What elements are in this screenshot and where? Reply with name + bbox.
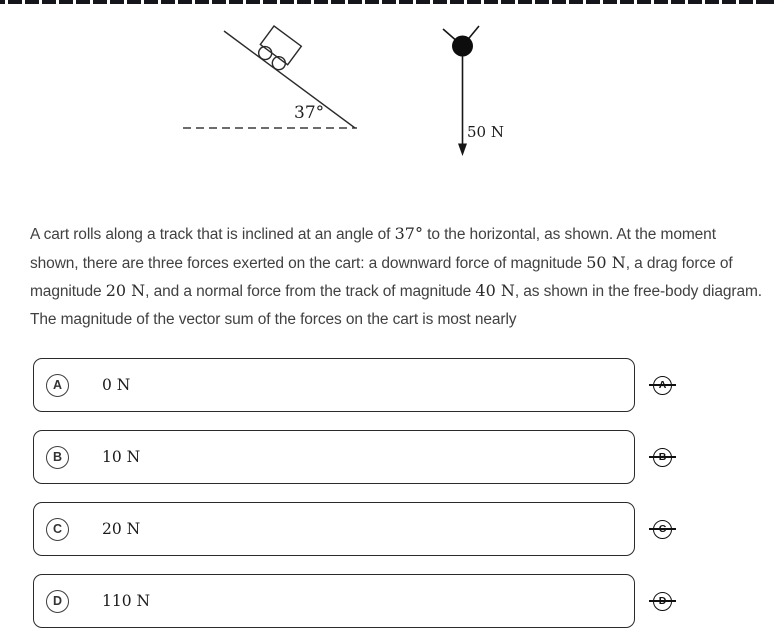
strikethrough-line: [649, 456, 676, 458]
question-text: [30, 220, 762, 334]
angle-value: 37°: [394, 224, 423, 243]
option-b-value: 10 N: [102, 448, 141, 466]
option-a-value: 0 N: [102, 376, 131, 394]
eliminate-option-a-button[interactable]: [649, 375, 676, 395]
option-a-letter-badge: A: [46, 374, 69, 397]
strikethrough-line: [649, 528, 676, 530]
option-c-letter-badge: C: [46, 518, 69, 541]
option-b[interactable]: [33, 430, 635, 484]
downward-force-value: 50 N: [586, 252, 626, 272]
angle-label: 37°: [294, 103, 325, 123]
question-line-1: A cart rolls along a track that is inclined at an angle of 37° to the horizontal, as shown. At the moment: [30, 224, 716, 243]
option-d-value: 110 N: [102, 592, 151, 610]
answer-options: [33, 358, 676, 628]
option-row-b: [33, 430, 676, 484]
incline-line: [224, 31, 355, 128]
arrowhead: [458, 144, 467, 157]
option-a[interactable]: [33, 358, 635, 412]
question-line-2: shown, there are three forces exerted on the cart: a downward force of magnitude 50 N, a drag force of: [30, 252, 733, 272]
option-d-letter-badge: D: [46, 590, 69, 613]
option-row-c: [33, 502, 676, 556]
option-b-letter-badge: B: [46, 446, 69, 469]
strikethrough-line: [649, 600, 676, 602]
cart: [254, 26, 301, 73]
option-row-d: [33, 574, 676, 628]
option-c[interactable]: [33, 502, 635, 556]
incline-diagram: [180, 24, 365, 136]
drag-force-value: 20 N: [105, 281, 146, 300]
cart-wheel-front: [256, 44, 274, 62]
eliminate-option-b-button[interactable]: [649, 447, 676, 467]
object-dot: [452, 36, 473, 57]
strikethrough-line: [649, 384, 676, 386]
eliminate-option-c-button[interactable]: [649, 519, 676, 539]
cart-wheel-rear: [270, 54, 288, 72]
eliminate-option-d-button[interactable]: [649, 591, 676, 611]
free-body-diagram: [430, 15, 510, 163]
option-row-a: [33, 358, 676, 412]
normal-force-value: 40 N: [475, 281, 515, 300]
option-c-value: 20 N: [102, 520, 141, 538]
dashed-top-border: [0, 0, 774, 4]
force-label: 50 N: [467, 123, 504, 141]
question-line-3: magnitude 20 N, and a normal force from the track of magnitude 40 N, as shown in the free-body diagram.: [30, 281, 762, 300]
option-d[interactable]: [33, 574, 635, 628]
question-line-4: The magnitude of the vector sum of the forces on the cart is most nearly: [30, 310, 517, 328]
